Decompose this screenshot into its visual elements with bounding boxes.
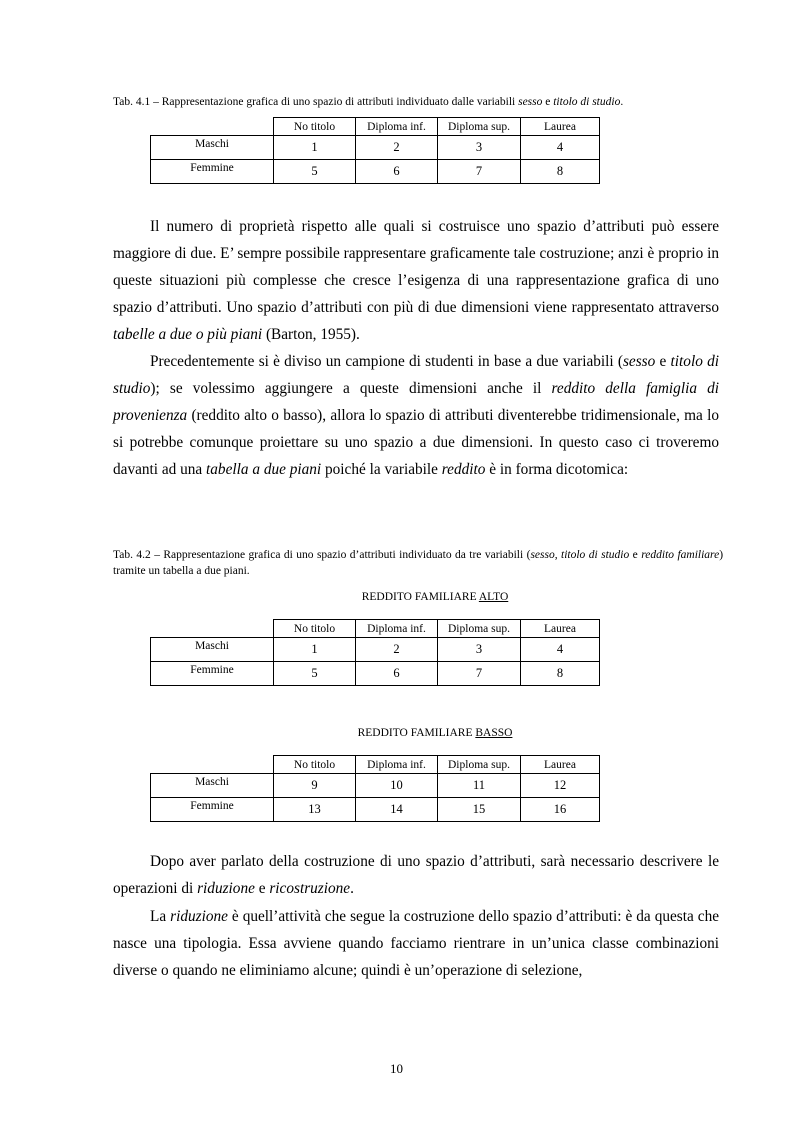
paragraph-emphasis: tabelle a due o più piani [113,326,263,343]
body-paragraph [113,903,719,984]
table-cell: 6 [356,662,438,686]
table-row [151,160,600,184]
paragraph-text: poiché la variabile [321,461,442,478]
paragraph-text: ); se volessimo aggiungere a queste dimensioni anche il [150,380,552,397]
table-cell: 11 [438,774,521,798]
paragraph-text: . [350,880,354,897]
caption-text: Tab. 4.1 – Rappresentazione grafica di uno spazio di attributi individuato dalle variabili [113,96,519,108]
caption-text: e [542,96,554,108]
table-cell: 8 [521,160,600,184]
paragraph-text: è in forma dicotomica: [485,461,629,478]
column-header: Diploma sup. [438,118,521,136]
paragraph-emphasis: reddito [441,461,486,478]
column-header: No titolo [274,620,356,638]
table-cell: 8 [521,662,600,686]
column-header: Laurea [521,756,600,774]
table-cell: 12 [521,774,600,798]
column-header: Diploma inf. [356,620,438,638]
table-row [151,774,600,798]
column-header: Diploma inf. [356,756,438,774]
table-row [151,638,600,662]
table-row [151,662,600,686]
table-cell: 14 [356,798,438,822]
table-cell: 4 [521,638,600,662]
table-cell: 7 [438,160,521,184]
caption-text: Tab. 4.2 – Rappresentazione grafica di uno spazio d’attributi individuato da tre variabili ( [113,549,531,561]
table-cell: 2 [356,136,438,160]
table-cell: 7 [438,662,521,686]
table-cell: 1 [274,136,356,160]
paragraph-emphasis: reddito della famiglia di provenienza [113,380,719,424]
caption-text: e [629,549,642,561]
paragraph-text: (Barton, 1955). [262,326,360,343]
caption-text: , [554,549,562,561]
column-header: Diploma inf. [356,118,438,136]
table-cell: 10 [356,774,438,798]
table-title-basso [150,727,720,739]
column-header: Diploma sup. [438,620,521,638]
row-label: Maschi [151,638,274,662]
table-cell: 15 [438,798,521,822]
row-label: Maschi [151,774,274,798]
paragraph-emphasis: ricostruzione [269,880,351,897]
paragraph-text: La [150,908,171,925]
table-cell: 5 [274,662,356,686]
paragraph-text: Precedentemente si è diviso un campione di studenti in base a due variabili ( [150,353,623,370]
table-cell: 4 [521,136,600,160]
body-paragraph [113,213,719,348]
table-cell: 3 [438,136,521,160]
table-cell: 9 [274,774,356,798]
column-header: Laurea [521,620,600,638]
table-title-text: REDDITO FAMILIARE [361,591,479,603]
table-corner-cell [151,118,274,136]
table-header-row [151,756,600,774]
column-header: No titolo [274,756,356,774]
paragraph-text: e [254,880,270,897]
table-row [151,136,600,160]
caption-text: ) tramite un tabella a due piani. [113,549,724,577]
paragraph-text: e [655,353,671,370]
paragraph-text: Il numero di proprietà rispetto alle quali si costruisce uno spazio d’attributi può essere maggiore di due. E’ sempre possibile rappresentare graficamente tale costruzione; anzi è proprio in queste situazioni più complesse che cresce l’esigenza di una rappresentazione grafica di uno spazio d’attributi. Uno spazio d’attributi con più di due dimensioni viene rappresentato attraverso [113,218,719,316]
row-label: Femmine [151,798,274,822]
row-label: Maschi [151,136,274,160]
table-row [151,798,600,822]
paragraph-emphasis: tabella a due piani [206,461,322,478]
table-title-alto [150,591,720,603]
table-4-2-alto [150,619,600,686]
table-cell: 13 [274,798,356,822]
table-header-row [151,620,600,638]
column-header: Laurea [521,118,600,136]
table-4-2-caption [113,547,723,579]
table-cell: 6 [356,160,438,184]
caption-emphasis: reddito familiare [641,549,720,561]
body-paragraph [113,348,719,483]
table-title-text: REDDITO FAMILIARE [357,727,476,739]
body-paragraph [113,848,719,902]
table-corner-cell [151,756,274,774]
table-cell: 2 [356,638,438,662]
paragraph-emphasis: riduzione [197,880,255,897]
caption-emphasis: sesso [518,96,543,108]
table-cell: 16 [521,798,600,822]
paragraph-text: (reddito alto o basso), allora lo spazio di attributi diventerebbe tridimensionale, ma lo si potrebbe comunque proiettare su uno spazio a due dimensioni. In questo caso ci troveremo davanti ad una [113,407,719,478]
table-cell: 5 [274,160,356,184]
table-4-2-basso [150,755,600,822]
caption-emphasis: sesso [530,549,555,561]
column-header: No titolo [274,118,356,136]
table-cell: 3 [438,638,521,662]
table-title-underlined: BASSO [475,727,513,739]
paragraph-text: è quell’attività che segue la costruzione dello spazio d’attributi: è da questa che nasce una tipologia. Essa avviene quando facciamo rientrare in un’unica classe combinazioni diverse o quando ne eliminiamo alcune; quindi è un’operazione di selezione, [113,908,720,979]
table-4-1 [150,117,600,184]
caption-emphasis: titolo di studio [561,549,630,561]
table-4-1-caption [113,94,723,110]
table-cell: 1 [274,638,356,662]
caption-emphasis: titolo di studio [553,96,621,108]
paragraph-emphasis: sesso [622,353,656,370]
row-label: Femmine [151,160,274,184]
table-corner-cell [151,620,274,638]
paragraph-emphasis: riduzione [170,908,228,925]
column-header: Diploma sup. [438,756,521,774]
paragraph-emphasis: titolo di studio [113,353,719,397]
paragraph-text: Dopo aver parlato della costruzione di uno spazio d’attributi, sarà necessario descrivere le operazioni di [113,853,719,897]
table-title-underlined: ALTO [478,591,509,603]
table-header-row [151,118,600,136]
caption-text: . [620,96,624,108]
page-number: 10 [390,1061,403,1076]
row-label: Femmine [151,662,274,686]
